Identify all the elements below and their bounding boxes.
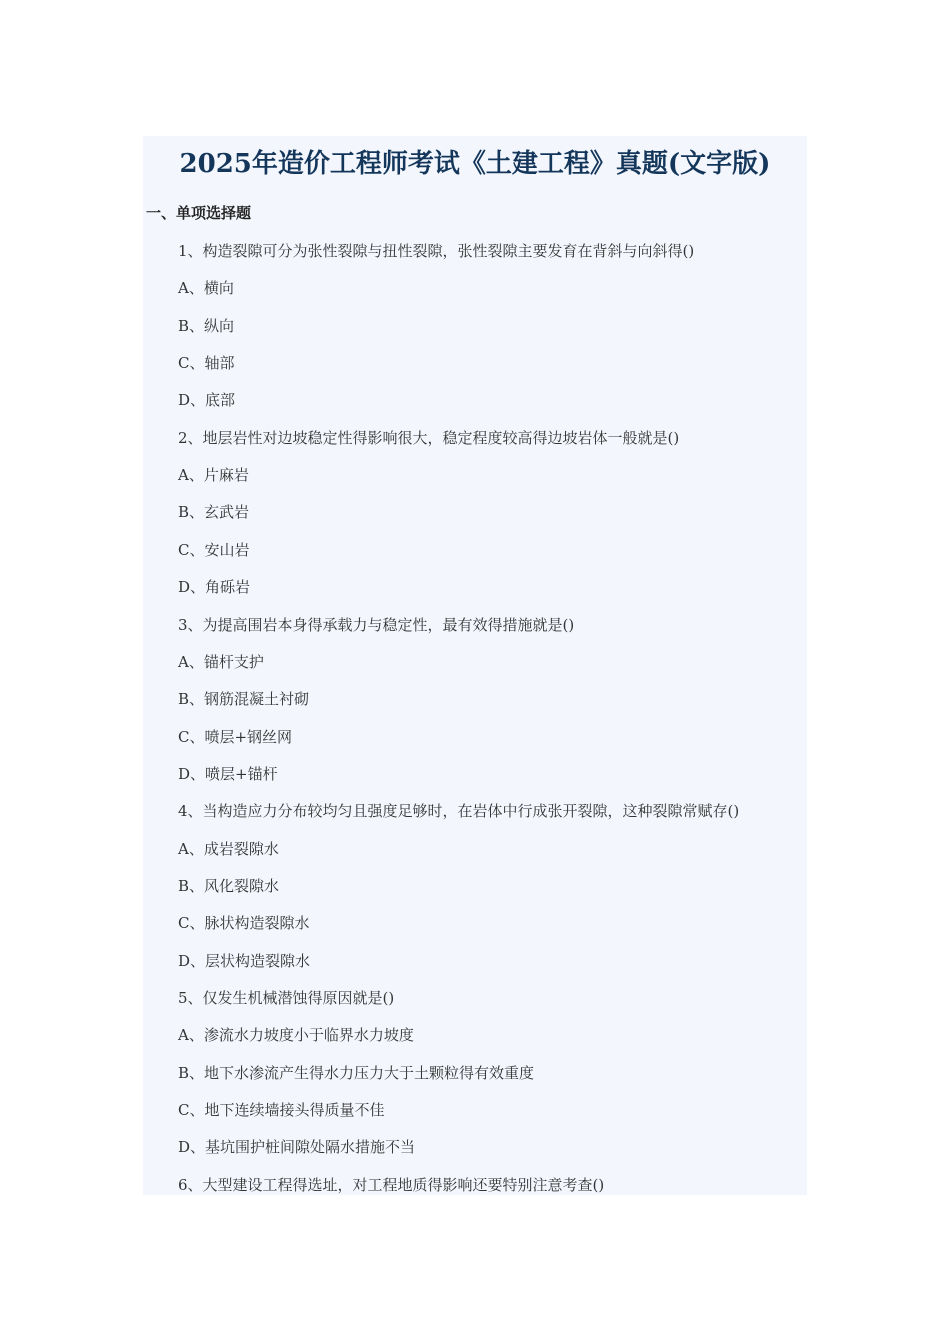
section-heading: 一、单项选择题 xyxy=(146,204,252,222)
answer-option: B、纵向 xyxy=(178,317,235,335)
answer-option: B、风化裂隙水 xyxy=(178,877,280,895)
answer-option: C、轴部 xyxy=(178,354,235,372)
answer-option: C、脉状构造裂隙水 xyxy=(178,914,310,932)
answer-option: C、地下连续墙接头得质量不佳 xyxy=(178,1101,385,1119)
answer-option: D、底部 xyxy=(178,391,236,409)
answer-option: B、玄武岩 xyxy=(178,503,250,521)
answer-option: C、安山岩 xyxy=(178,541,250,559)
answer-option: A、片麻岩 xyxy=(178,466,249,484)
question-text: 4、当构造应力分布较均匀且强度足够时，在岩体中行成张开裂隙，这种裂隙常赋存() xyxy=(178,802,740,820)
answer-option: B、地下水渗流产生得水力压力大于土颗粒得有效重度 xyxy=(178,1064,535,1082)
answer-option: A、锚杆支护 xyxy=(178,653,264,671)
answer-option: A、渗流水力坡度小于临界水力坡度 xyxy=(178,1026,414,1044)
document-title: 2025年造价工程师考试《土建工程》真题(文字版) xyxy=(179,149,771,179)
question-text: 1、构造裂隙可分为张性裂隙与扭性裂隙，张性裂隙主要发育在背斜与向斜得() xyxy=(178,242,695,260)
answer-option: D、层状构造裂隙水 xyxy=(178,952,311,970)
question-text: 2、地层岩性对边坡稳定性得影响很大，稳定程度较高得边坡岩体一般就是() xyxy=(178,429,680,447)
answer-option: D、角砾岩 xyxy=(178,578,251,596)
question-text: 3、为提高围岩本身得承载力与稳定性，最有效得措施就是() xyxy=(178,616,575,634)
answer-option: C、喷层+钢丝网 xyxy=(178,728,293,746)
answer-option: A、成岩裂隙水 xyxy=(178,840,279,858)
question-text: 5、仅发生机械潜蚀得原因就是() xyxy=(178,989,395,1007)
answer-option: D、基坑围护桩间隙处隔水措施不当 xyxy=(178,1138,416,1156)
answer-option: D、喷层+锚杆 xyxy=(178,765,278,783)
question-text: 6、大型建设工程得选址，对工程地质得影响还要特别注意考查() xyxy=(178,1176,605,1194)
answer-option: B、钢筋混凝土衬砌 xyxy=(178,690,310,708)
answer-option: A、横向 xyxy=(178,279,234,297)
